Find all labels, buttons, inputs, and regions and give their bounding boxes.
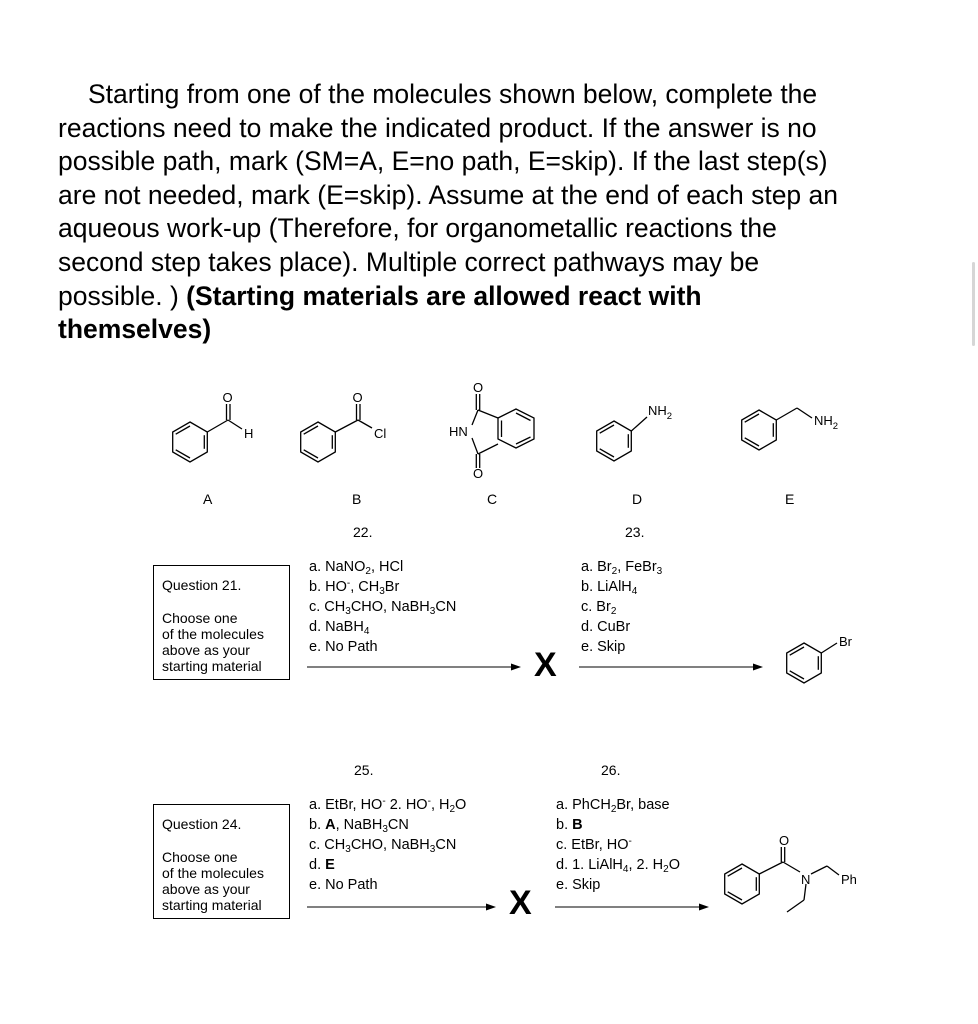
reaction-arrow-2 xyxy=(579,661,764,673)
q25-option-d[interactable]: d. E xyxy=(309,857,335,873)
intro-line-2: reactions need to make the indicated product. If the answer is no xyxy=(58,112,817,143)
question-25-options xyxy=(309,795,466,895)
q22-option-e[interactable]: e. No Path xyxy=(309,639,378,655)
molecule-a-label: A xyxy=(203,491,213,507)
molecule-a-structure xyxy=(160,390,270,470)
intro-bold-2: themselves) xyxy=(58,314,212,345)
choose-text-2: of the molecules xyxy=(162,626,264,642)
molecule-e-amine: $NH_2$ xyxy=(814,413,839,432)
intro-bold-1: (Starting materials are allowed react with xyxy=(186,280,702,311)
question-24-title: Question 24. xyxy=(162,816,242,832)
choose-text-2: of the molecules xyxy=(162,865,264,881)
molecule-a-oxygen: O xyxy=(222,390,233,405)
q26-option-e[interactable]: e. Skip xyxy=(556,877,601,893)
question-22-number: 22. xyxy=(353,524,373,540)
question-instructions xyxy=(58,78,938,347)
question-22-options xyxy=(309,557,456,657)
q22-option-d[interactable]: d. NaBH$_4$ xyxy=(309,619,370,637)
question-24-box[interactable] xyxy=(153,804,290,919)
intro-line-7: possible. ) xyxy=(58,280,187,311)
choose-text-1: Choose one xyxy=(162,849,238,865)
question-25-number: 25. xyxy=(354,762,374,778)
q26-option-c[interactable]: c. EtBr, HO- xyxy=(556,836,632,853)
q25-option-b[interactable]: b. A, NaBH$_3$CN xyxy=(309,817,409,835)
reaction-arrow-1 xyxy=(307,661,522,673)
intermediate-x-2: X xyxy=(509,884,532,922)
product-2-structure xyxy=(715,832,875,922)
molecule-e-structure xyxy=(730,395,850,470)
product-2-oxygen: O xyxy=(779,833,790,848)
q22-option-c[interactable]: c. $CH_3CHO$, NaBH$_3$CN xyxy=(309,599,457,617)
intro-line-5: aqueous work-up (Therefore, for organometallic reactions the xyxy=(58,213,777,244)
intro-line-3: possible path, mark (SM=A, E=no path, E=skip). If the last step(s) xyxy=(58,146,828,177)
molecule-b-chlorine: Cl xyxy=(374,426,387,441)
q23-option-d[interactable]: d. CuBr xyxy=(581,619,631,635)
scrollbar-thumb[interactable] xyxy=(972,262,975,346)
choose-text-4: starting material xyxy=(162,897,262,913)
question-21-box[interactable] xyxy=(153,565,290,680)
product-1-structure xyxy=(775,630,875,695)
q25-option-e[interactable]: e. No Path xyxy=(309,877,378,893)
product-2-phenyl: Ph xyxy=(841,872,857,887)
product-2-nitrogen: N xyxy=(801,872,811,887)
intro-line-4: are not needed, mark (E=skip). Assume at the end of each step an xyxy=(58,179,839,210)
intro-line-1: Starting from one of the molecules shown below, complete the xyxy=(88,79,818,109)
question-23-number: 23. xyxy=(625,524,645,540)
question-26-number: 26. xyxy=(601,762,621,778)
molecule-b-label: B xyxy=(352,491,362,507)
q22-option-a[interactable]: a. NaNO$_2$, HCl xyxy=(309,559,404,577)
molecule-d-structure xyxy=(585,395,695,470)
molecule-c-structure xyxy=(445,380,555,480)
intro-line-6: second step takes place). Multiple correct pathways may be xyxy=(58,246,760,277)
molecule-e-label: E xyxy=(785,491,795,507)
choose-text-3: above as your xyxy=(162,642,250,658)
molecule-c-oxygen-top: O xyxy=(473,380,484,395)
question-26-options xyxy=(556,795,680,895)
q26-option-d[interactable]: d. 1. LiAlH$_4$, 2. $H_2O$ xyxy=(556,857,680,875)
molecule-d-amine: $NH_2$ xyxy=(648,403,673,422)
choose-text-3: above as your xyxy=(162,881,250,897)
molecule-c-label: C xyxy=(487,491,498,507)
intermediate-x-1: X xyxy=(534,646,557,684)
q25-option-a[interactable]: a. EtBr, HO- 2. HO-, $H_2O$ xyxy=(309,796,467,815)
reaction-arrow-3 xyxy=(307,901,497,913)
molecule-d-label: D xyxy=(632,491,643,507)
molecule-b-structure xyxy=(290,390,400,470)
q23-option-b[interactable]: b. LiAlH$_4$ xyxy=(581,579,638,597)
q25-option-c[interactable]: c. $CH_3CHO$, NaBH$_3$CN xyxy=(309,837,457,855)
choose-text-4: starting material xyxy=(162,658,262,674)
reaction-arrow-4 xyxy=(555,901,710,913)
molecule-b-oxygen: O xyxy=(352,390,363,405)
q23-option-a[interactable]: a. $Br_2$, FeBr$_3$ xyxy=(581,559,663,577)
molecule-a-hydrogen: H xyxy=(244,426,254,441)
product-1-bromine: Br xyxy=(839,634,852,649)
molecule-c-nh: HN xyxy=(449,424,468,439)
q23-option-c[interactable]: c. $Br_2$ xyxy=(581,599,617,617)
q26-option-a[interactable]: a. PhCH$_2$Br, base xyxy=(556,797,670,815)
question-21-title: Question 21. xyxy=(162,577,242,593)
q26-option-b[interactable]: b. B xyxy=(556,817,583,833)
choose-text-1: Choose one xyxy=(162,610,238,626)
question-23-options xyxy=(581,557,662,657)
q23-option-e[interactable]: e. Skip xyxy=(581,639,626,655)
q22-option-b[interactable]: b. HO-, $CH_3Br$ xyxy=(309,578,400,597)
molecule-c-oxygen-bottom: O xyxy=(473,466,484,481)
